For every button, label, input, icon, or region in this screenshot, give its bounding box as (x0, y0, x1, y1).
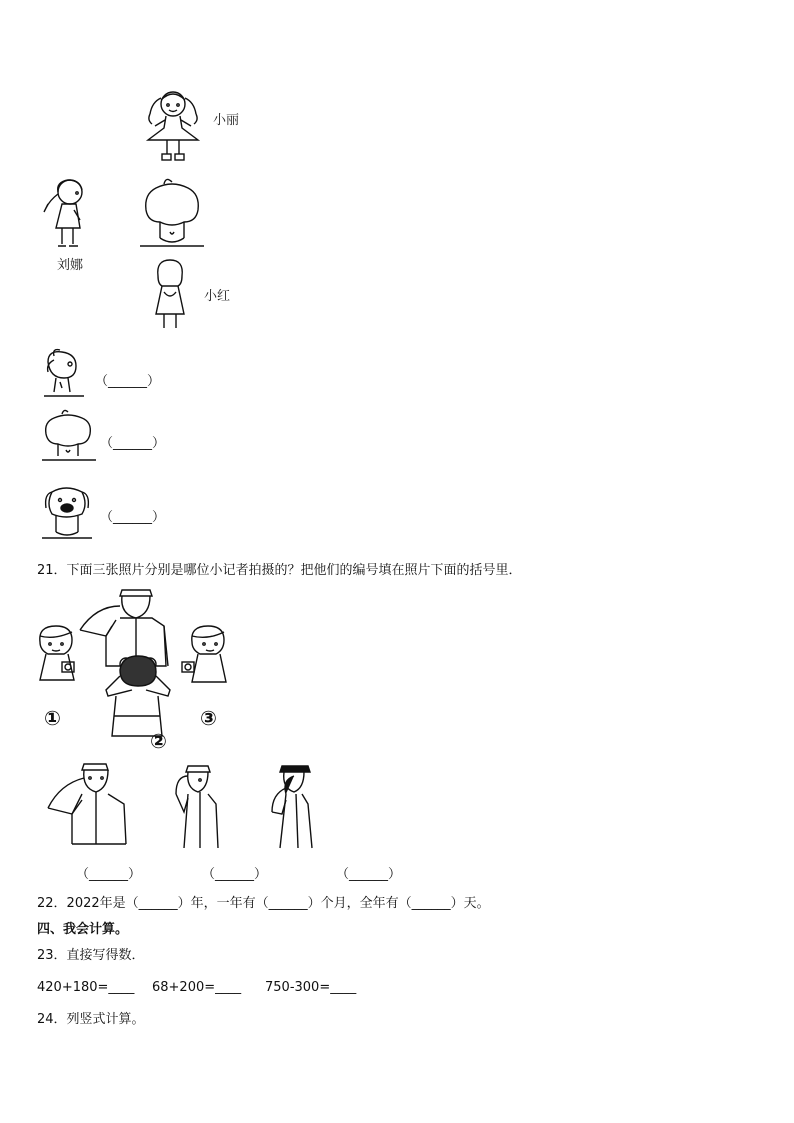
girl-xiaoli-figure (138, 88, 208, 166)
boy-1-reporter-figure (34, 622, 82, 700)
puppy-back-figure (136, 176, 208, 250)
answer-photo-2[interactable]: （______） (202, 867, 268, 882)
answer-puppy-1[interactable]: （______） (95, 374, 161, 389)
girl-xiaohong-back-figure (148, 256, 192, 334)
q22-text: 22．2022年是（______）年，一年有（______）个月，全年有（______）天。 (37, 896, 490, 911)
q21-text: 21．下面三张照片分别是哪位小记者拍摄的？把他们的编号填在照片下面的括号里． (37, 563, 522, 578)
q23-text: 23．直接写得数． (37, 948, 145, 963)
label-xiaoli: 小丽 (213, 113, 240, 128)
photo-1-policeman-front (42, 764, 130, 848)
q23-item-1[interactable]: 420+180=____ (37, 980, 135, 995)
puppy-back-small-figure (40, 408, 96, 464)
marker-2: ② (150, 729, 167, 753)
policeman-and-girl-2-figure (76, 586, 172, 748)
label-xiaohong: 小红 (204, 289, 231, 304)
q23-item-3[interactable]: 750-300=____ (265, 980, 357, 995)
girl-liuna-side-figure (40, 176, 96, 254)
answer-puppy-3[interactable]: （______） (100, 510, 166, 525)
puppy-side-figure (40, 346, 88, 400)
marker-1: ① (44, 706, 61, 730)
section-4-title: 四、我会计算。 (37, 922, 129, 937)
answer-puppy-2[interactable]: （______） (100, 436, 166, 451)
boy-3-reporter-figure (180, 622, 230, 702)
label-liuna: 刘娜 (57, 258, 84, 273)
q23-item-2[interactable]: 68+200=____ (152, 980, 242, 995)
marker-3: ③ (200, 706, 217, 730)
puppy-front-figure (40, 484, 94, 542)
q24-text: 24．列竖式计算。 (37, 1012, 145, 1027)
answer-photo-3[interactable]: （______） (336, 867, 402, 882)
answer-photo-1[interactable]: （______） (76, 867, 142, 882)
photo-2-policeman-angle (172, 764, 224, 850)
photo-3-policeman-side (268, 764, 318, 850)
